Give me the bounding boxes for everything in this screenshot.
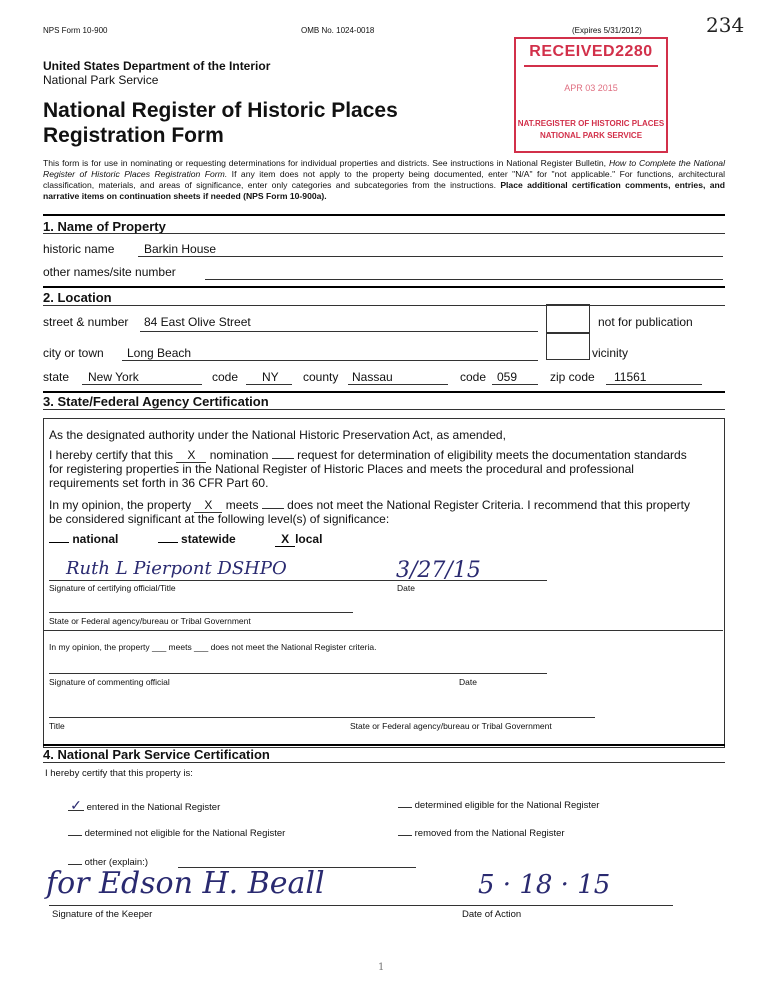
- instructions-bold: Place additional certification comments, entries, and narrative items on continuation sheets if needed (NPS Form 10-900a).: [43, 180, 726, 201]
- certify-text-a: I hereby certify that this: [49, 448, 174, 462]
- certify-line: [49, 448, 687, 463]
- other-names-label: other names/site number: [43, 265, 176, 279]
- request-blank[interactable]: [272, 458, 294, 459]
- zip-value[interactable]: 11561: [614, 370, 647, 384]
- county-value[interactable]: Nassau: [352, 370, 393, 384]
- city-line: [122, 360, 538, 361]
- certifying-date: 3/27/15: [396, 558, 481, 583]
- agency-name: National Park Service: [43, 73, 159, 87]
- certification-divider: [43, 630, 723, 631]
- instructions-text-1: This form is for use in nominating or requesting determinations for individual properties and districts. See instructions in National Register Bulletin,: [43, 158, 609, 168]
- form-title-line1: National Register of Historic Places: [43, 99, 398, 122]
- street-value[interactable]: 84 East Olive Street: [144, 315, 251, 329]
- stamp-line1: NAT.REGISTER OF HISTORIC PLACES: [517, 119, 665, 128]
- not-for-publication-label: not for publication: [598, 315, 693, 329]
- nomination-mark[interactable]: X: [176, 448, 206, 463]
- section1-title-rule: [43, 233, 725, 234]
- title-label: Title: [49, 721, 65, 731]
- opinion-text-c: does not meet the National Register Criteria. I recommend that this property: [287, 498, 690, 512]
- section4-title-rule: [43, 762, 725, 763]
- county-line: [348, 384, 448, 385]
- city-label: city or town: [43, 346, 104, 360]
- keeper-signature-line: [49, 905, 673, 906]
- section4-title: 4. National Park Service Certification: [43, 747, 270, 762]
- option-other-label: other (explain:): [84, 857, 149, 868]
- commenting-signature-label: Signature of commenting official: [49, 677, 170, 687]
- county-label: county: [303, 370, 339, 384]
- state-code-value[interactable]: NY: [262, 370, 279, 384]
- street-label: street & number: [43, 315, 129, 329]
- option-eligible-label: determined eligible for the National Register: [414, 800, 600, 811]
- commenting-opinion: In my opinion, the property ___ meets ___ does not meet the National Register criteria.: [49, 642, 377, 652]
- historic-name-label: historic name: [43, 242, 115, 256]
- expiration-date: (Expires 5/31/2012): [572, 26, 642, 35]
- option-removed: [398, 828, 565, 839]
- stamp-received: RECEIVED2280: [529, 43, 653, 60]
- instructions-italic: How to Complete the National Register of Historic Places Registration Form.: [43, 158, 725, 179]
- commenting-signature-line: [49, 673, 547, 674]
- date-of-action-label: Date of Action: [462, 909, 522, 920]
- section4-top-rule: [43, 744, 725, 746]
- option-not-eligible-label: determined not eligible for the National Register: [84, 828, 286, 839]
- section3-top-rule: [43, 391, 725, 393]
- city-value[interactable]: Long Beach: [127, 346, 192, 360]
- section2-title: 2. Location: [43, 290, 112, 305]
- not-eligible-blank[interactable]: [68, 835, 82, 836]
- option-entered: [68, 797, 221, 813]
- significance-levels: [49, 532, 322, 547]
- opinion-text-d: be considered significant at the following level(s) of significance:: [49, 512, 390, 526]
- instructions-text-2: If any item does not apply to the property being documented, enter "N/A" for "not applicable." For functions, architectural classification, materials, and areas of significance, enter only categories and subcategories from the instructions.: [43, 169, 726, 190]
- level-local: local: [295, 532, 323, 546]
- level-national: national: [72, 532, 119, 546]
- authority-statement: As the designated authority under the National Historic Preservation Act, as amended,: [49, 428, 506, 442]
- county-code-line: [492, 384, 538, 385]
- statewide-blank[interactable]: [158, 542, 178, 543]
- entered-checkmark[interactable]: ✓: [68, 800, 84, 811]
- certifying-signature: Ruth L Pierpont DSHPO: [66, 558, 287, 579]
- state-code-line: [246, 384, 292, 385]
- stamp-rule: [524, 65, 658, 67]
- county-code-value[interactable]: 059: [497, 370, 518, 384]
- stamp-line2: NATIONAL PARK SERVICE: [539, 131, 643, 140]
- opinion-text-a: In my opinion, the property: [49, 498, 192, 512]
- certify-text-e: requirements set forth in 36 CFR Part 60.: [49, 476, 269, 490]
- stamp-date: APR 03 2015: [564, 83, 618, 93]
- state-label: state: [43, 370, 70, 384]
- vicinity-label: vicinity: [592, 346, 629, 360]
- page-number: 1: [378, 962, 385, 973]
- street-line: [140, 331, 538, 332]
- option-not-eligible: [68, 828, 285, 839]
- not-meet-blank[interactable]: [262, 508, 284, 509]
- local-mark[interactable]: X: [275, 532, 295, 547]
- title-line: [49, 717, 595, 718]
- national-blank[interactable]: [49, 542, 69, 543]
- form-title-line2: Registration Form: [43, 124, 224, 147]
- state-code-label: code: [212, 370, 239, 384]
- omb-number: OMB No. 1024-0018: [301, 26, 375, 35]
- zip-label: zip code: [550, 370, 595, 384]
- section2-title-rule: [43, 305, 725, 306]
- other-blank[interactable]: [68, 864, 82, 865]
- option-entered-label: entered in the National Register: [86, 802, 221, 813]
- option-eligible: [398, 800, 599, 811]
- eligible-blank[interactable]: [398, 807, 412, 808]
- section3-title-rule: [43, 409, 725, 410]
- county-code-label: code: [460, 370, 487, 384]
- certifying-signature-label: Signature of certifying official/Title: [49, 583, 176, 593]
- handwritten-number: 234: [706, 13, 745, 37]
- section2-top-rule: [43, 286, 725, 288]
- department-name: United States Department of the Interior: [43, 59, 271, 73]
- commenting-gov-label: State or Federal agency/bureau or Tribal Government: [350, 721, 552, 731]
- form-number: NPS Form 10-900: [43, 26, 108, 35]
- level-statewide: statewide: [181, 532, 236, 546]
- section1-title: 1. Name of Property: [43, 219, 166, 234]
- historic-name-value[interactable]: Barkin House: [144, 242, 217, 256]
- keeper-certify-intro: I hereby certify that this property is:: [45, 768, 193, 779]
- opinion-text-b: meets: [225, 498, 259, 512]
- signature-line: [49, 580, 547, 581]
- not-for-publication-checkbox[interactable]: [546, 304, 590, 334]
- keeper-signature-label: Signature of the Keeper: [52, 909, 153, 920]
- certify-text-c: request for determination of eligibility meets the documentation standards: [297, 448, 687, 462]
- keeper-date: 5 · 18 · 15: [478, 870, 611, 900]
- received-stamp: [514, 37, 668, 153]
- removed-blank[interactable]: [398, 835, 412, 836]
- vicinity-checkbox[interactable]: [546, 332, 590, 360]
- section3-title: 3. State/Federal Agency Certification: [43, 394, 269, 409]
- certifying-date-label: Date: [397, 583, 415, 593]
- instructions-paragraph: [43, 158, 725, 202]
- commenting-date-label: Date: [459, 677, 477, 687]
- certify-text-b: nomination: [209, 448, 269, 462]
- gov-label: State or Federal agency/bureau or Tribal Government: [49, 616, 251, 626]
- certify-text-d: for registering properties in the National Register of Historic Places and meets the procedural and professional: [49, 462, 634, 476]
- keeper-signature: for Edson H. Beall: [46, 866, 325, 901]
- meets-mark[interactable]: X: [194, 498, 222, 513]
- zip-line: [606, 384, 702, 385]
- state-value[interactable]: New York: [88, 370, 139, 384]
- historic-name-line: [138, 256, 723, 257]
- other-names-line: [205, 279, 723, 280]
- opinion-line: [49, 498, 690, 513]
- state-line: [82, 384, 202, 385]
- gov-line: [49, 612, 353, 613]
- option-removed-label: removed from the National Register: [414, 828, 565, 839]
- section1-top-rule: [43, 214, 725, 216]
